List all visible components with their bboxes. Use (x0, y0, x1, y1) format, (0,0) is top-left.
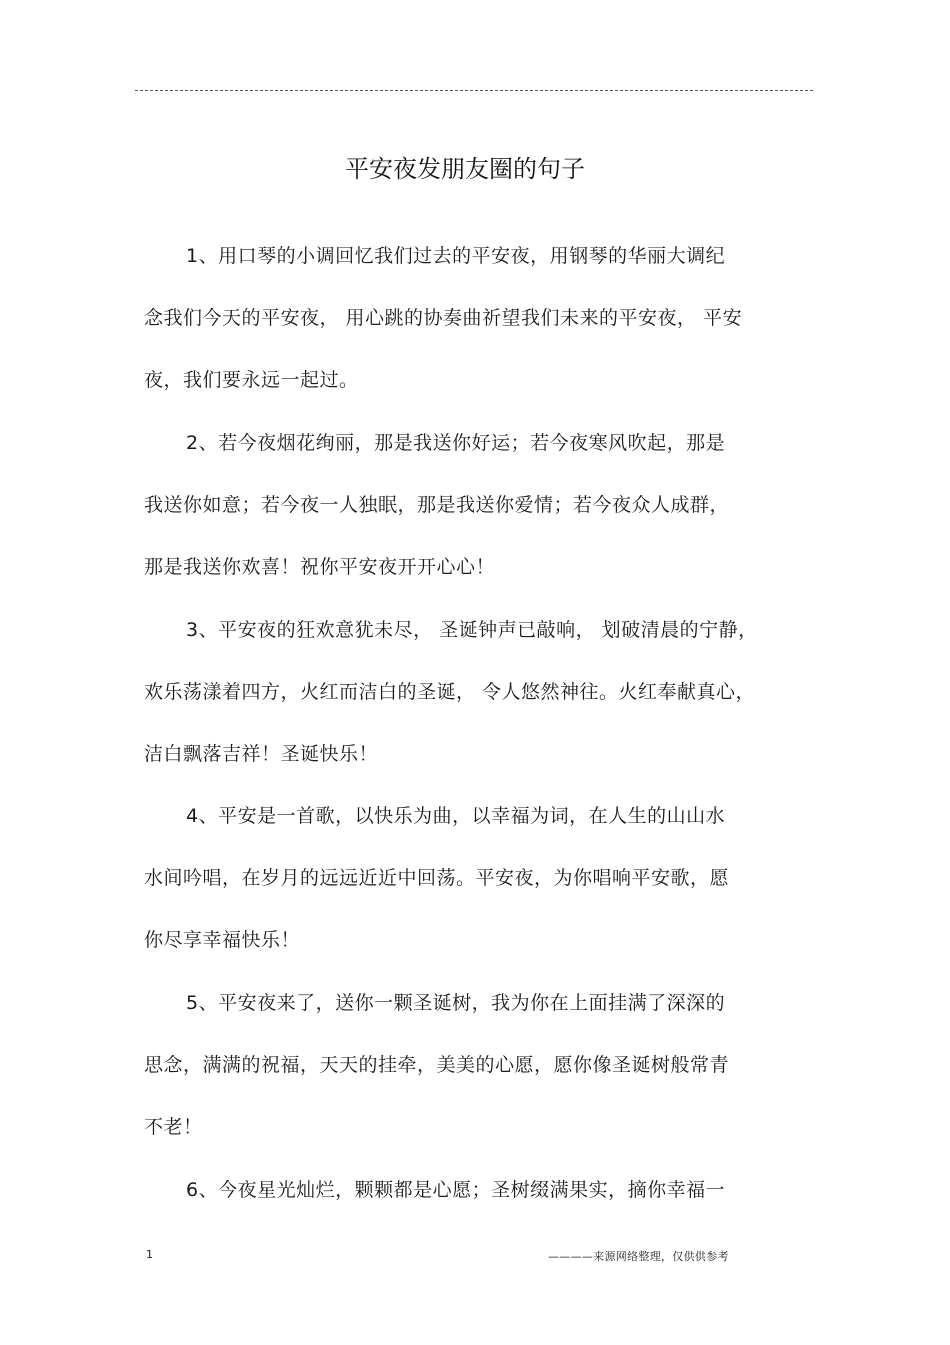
paragraph-2 (144, 428, 808, 614)
paragraph-5 (144, 988, 808, 1174)
paragraph-6 (144, 1175, 808, 1237)
paragraph-line: 夜，我们要永远一起过。 (144, 369, 359, 391)
paragraph-line: 洁白飘落吉祥！圣诞快乐！ (144, 743, 379, 765)
paragraph-line: 你尽享幸福快乐！ (144, 929, 301, 951)
page-number: 1 (146, 1248, 153, 1261)
paragraph-line: 5、平安夜来了，送你一颗圣诞树，我为你在上面挂满了深深的 (186, 992, 726, 1014)
paragraph-3 (144, 615, 808, 801)
document-title: 平安夜发朋友圈的句子 (345, 155, 585, 183)
paragraph-line: 思念，满满的祝福，天天的挂牵，美美的心愿，愿你像圣诞树般常青 (144, 1054, 730, 1076)
paragraph-line: 6、今夜星光灿烂，颗颗都是心愿；圣树缀满果实，摘你幸福一 (186, 1179, 726, 1201)
paragraph-1 (144, 241, 808, 427)
paragraph-line: 3、平安夜的狂欢意犹未尽， 圣诞钟声已敲响， 划破清晨的宁静， (186, 619, 758, 641)
paragraph-line: 我送你如意；若今夜一人独眠，那是我送你爱情；若今夜众人成群， (144, 494, 730, 516)
header-divider (135, 90, 813, 91)
paragraph-line: 不老！ (144, 1116, 203, 1138)
paragraph-line: 4、平安是一首歌，以快乐为曲，以幸福为词，在人生的山山水 (186, 805, 726, 827)
paragraph-line: 那是我送你欢喜！祝你平安夜开开心心！ (144, 556, 496, 578)
paragraph-line: 念我们今天的平安夜， 用心跳的协奏曲祈望我们未来的平安夜， 平安 (144, 307, 743, 329)
paragraph-line: 水间吟唱，在岁月的远远近近中回荡。平安夜，为你唱响平安歌，愿 (144, 867, 730, 889)
paragraph-4 (144, 801, 808, 987)
footer-note: ————来源网络整理，仅供供参考 (548, 1250, 729, 1263)
paragraph-line: 2、若今夜烟花绚丽，那是我送你好运；若今夜寒风吹起，那是 (186, 432, 726, 454)
paragraph-line: 1、用口琴的小调回忆我们过去的平安夜，用钢琴的华丽大调纪 (186, 245, 726, 267)
paragraph-line: 欢乐荡漾着四方，火红而洁白的圣诞， 令人悠然神往。火红奉献真心， (144, 681, 756, 703)
